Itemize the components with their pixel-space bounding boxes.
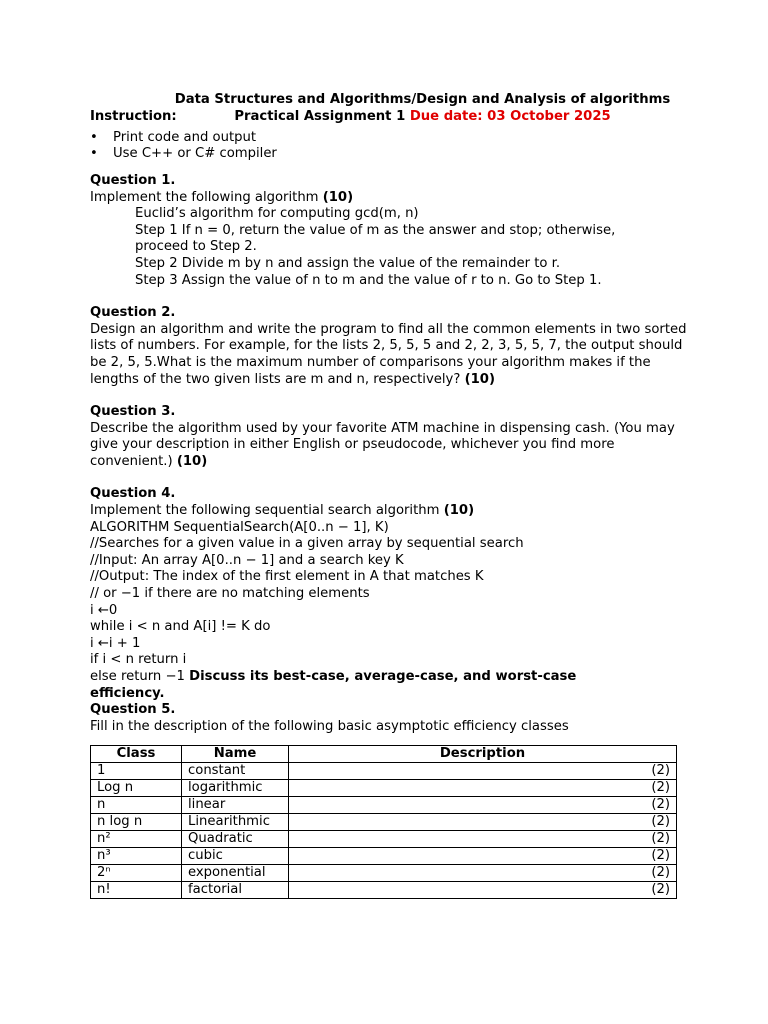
question-2 — [90, 305, 687, 388]
question-marks: (10) — [176, 453, 208, 469]
cell-description[interactable]: (2) — [289, 814, 677, 831]
question-title: Question 2. — [90, 305, 176, 321]
algorithm-line: proceed to Step 2. — [135, 239, 257, 255]
question-marks: (10) — [464, 371, 495, 387]
cell-name: factorial — [182, 882, 289, 899]
cell-name: Linearithmic — [182, 814, 289, 831]
cell-description[interactable]: (2) — [289, 865, 677, 882]
question-3 — [90, 404, 680, 470]
code-line: //Searches for a given value in a given array by sequential search — [90, 536, 524, 552]
cell-description[interactable]: (2) — [289, 848, 677, 865]
question-4 — [90, 486, 680, 702]
algorithm-line: Step 3 Assign the value of n to m and the value of r to n. Go to Step 1. — [135, 272, 602, 288]
cell-class: 2ⁿ — [91, 865, 182, 882]
efficiency-table — [90, 745, 677, 899]
instruction-title: Instruction: — [90, 109, 177, 125]
question-title: Question 4. — [90, 486, 176, 502]
table-header-row — [91, 746, 677, 763]
cell-class: n — [91, 797, 182, 814]
table-row — [91, 831, 677, 848]
cell-name: Quadratic — [182, 831, 289, 848]
question-text: Describe the algorithm used by your favorite ATM machine in dispensing cash. (You may give your description in either English or pseudocode, whichever you find more convenient.) — [90, 420, 675, 469]
instruction-list — [90, 130, 680, 163]
cell-description[interactable]: (2) — [289, 763, 677, 780]
question-intro: Implement the following algorithm — [90, 189, 319, 205]
document-page — [90, 92, 687, 899]
column-header-name: Name — [182, 746, 289, 763]
list-item: • Use C++ or C# compiler — [90, 146, 680, 163]
code-line: else return −1 — [90, 669, 185, 684]
cell-class: n² — [91, 831, 182, 848]
table-row — [91, 865, 677, 882]
code-line: i ←i + 1 — [90, 635, 141, 651]
cell-description[interactable]: (2) — [289, 797, 677, 814]
question-title: Question 5. — [90, 702, 176, 718]
cell-description[interactable]: (2) — [289, 831, 677, 848]
table-row — [91, 780, 677, 797]
cell-name: exponential — [182, 865, 289, 882]
question-marks: (10) — [322, 189, 354, 205]
question-title: Question 1. — [90, 172, 176, 188]
cell-description[interactable]: (2) — [289, 882, 677, 899]
cell-class: 1 — [91, 763, 182, 780]
cell-name: constant — [182, 763, 289, 780]
table-row — [91, 848, 677, 865]
cell-name: cubic — [182, 848, 289, 865]
code-line: if i < n return i — [90, 652, 187, 668]
assignment-line — [165, 109, 680, 126]
code-line: while i < n and A[i] != K do — [90, 619, 271, 635]
question-title: Question 3. — [90, 404, 176, 420]
cell-class: n! — [91, 882, 182, 899]
table-row — [91, 797, 677, 814]
cell-class: Log n — [91, 780, 182, 797]
algorithm-line: Step 2 Divide m by n and assign the value of the remainder to r. — [135, 255, 561, 271]
due-date: Due date: 03 October 2025 — [409, 108, 611, 124]
cell-name: linear — [182, 797, 289, 814]
table-row — [91, 882, 677, 899]
cell-class: n³ — [91, 848, 182, 865]
table-row — [91, 763, 677, 780]
algorithm-line: Euclid’s algorithm for computing gcd(m, n) — [135, 206, 419, 222]
code-line: // or −1 if there are no matching elements — [90, 586, 370, 602]
course-title: Data Structures and Algorithms/Design and Analysis of algorithms — [174, 92, 671, 107]
column-header-class: Class — [91, 746, 182, 763]
cell-description[interactable]: (2) — [289, 780, 677, 797]
question-5 — [90, 702, 680, 899]
assignment-title: Practical Assignment 1 — [234, 108, 406, 124]
table-row — [91, 814, 677, 831]
question-text: Design an algorithm and write the program to find all the common elements in two sorted lists of numbers. For example, for the lists 2, 5, 5, 5 and 2, 2, 3, 5, 5, 7, the output should be 2, 5, 5.What is the maximum number of comparisons your algorithm makes if the lengths of the two given lists are m and n, respectively? — [90, 321, 687, 387]
question-intro: Fill in the description of the following basic asymptotic efficiency classes — [90, 718, 569, 734]
cell-name: logarithmic — [182, 780, 289, 797]
question-intro: Implement the following sequential search algorithm — [90, 503, 440, 519]
question-marks: (10) — [443, 503, 475, 519]
code-line: ALGORITHM SequentialSearch(A[0..n − 1], K) — [90, 519, 389, 535]
code-line: //Output: The index of the first element in A that matches K — [90, 569, 484, 585]
question-1 — [90, 173, 680, 289]
column-header-description: Description — [289, 746, 677, 763]
code-line: i ←0 — [90, 602, 118, 618]
algorithm-line: Step 1 If n = 0, return the value of m as the answer and stop; otherwise, — [135, 222, 616, 238]
question-discussion: Discuss its best-case, average-case, and worst-case efficiency. — [90, 669, 577, 701]
code-line: //Input: An array A[0..n − 1] and a search key K — [90, 552, 404, 568]
cell-class: n log n — [91, 814, 182, 831]
list-item: • Print code and output — [90, 130, 680, 147]
